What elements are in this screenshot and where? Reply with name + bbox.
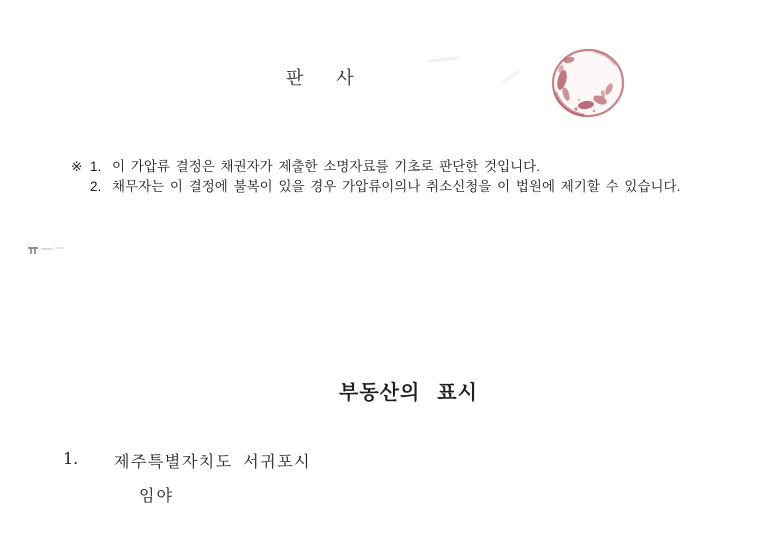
judge-seal-stamp-icon (545, 45, 631, 123)
notice-line-number: 2. (90, 178, 102, 194)
property-item-number: 1. (63, 449, 79, 468)
property-land-type: 임야 (139, 486, 174, 505)
scan-smudge (428, 56, 460, 62)
notice-lines (90, 157, 680, 196)
notice-line-number: 1. (90, 159, 102, 174)
section-title-real-estate-description: 부동산의 표시 (339, 380, 478, 404)
notice-line-1 (90, 157, 680, 177)
notice-marker: ※ (71, 159, 83, 174)
property-location: 제주특별자치도 서귀포시 (114, 452, 312, 471)
scan-artifact-partial-text (28, 246, 68, 258)
notice-line-text: 채무자는 이 결정에 불복이 있을 경우 가압류이의나 취소신청을 이 법원에 제기할 수 있습니다. (112, 178, 681, 194)
notice-block (71, 157, 680, 196)
scan-smudge (498, 69, 521, 86)
notice-line-text: 이 가압류 결정은 채권자가 제출한 소명자료를 기초로 판단한 것입니다. (112, 159, 540, 174)
judge-label: 판 사 (286, 68, 356, 89)
notice-line-2 (90, 177, 680, 197)
